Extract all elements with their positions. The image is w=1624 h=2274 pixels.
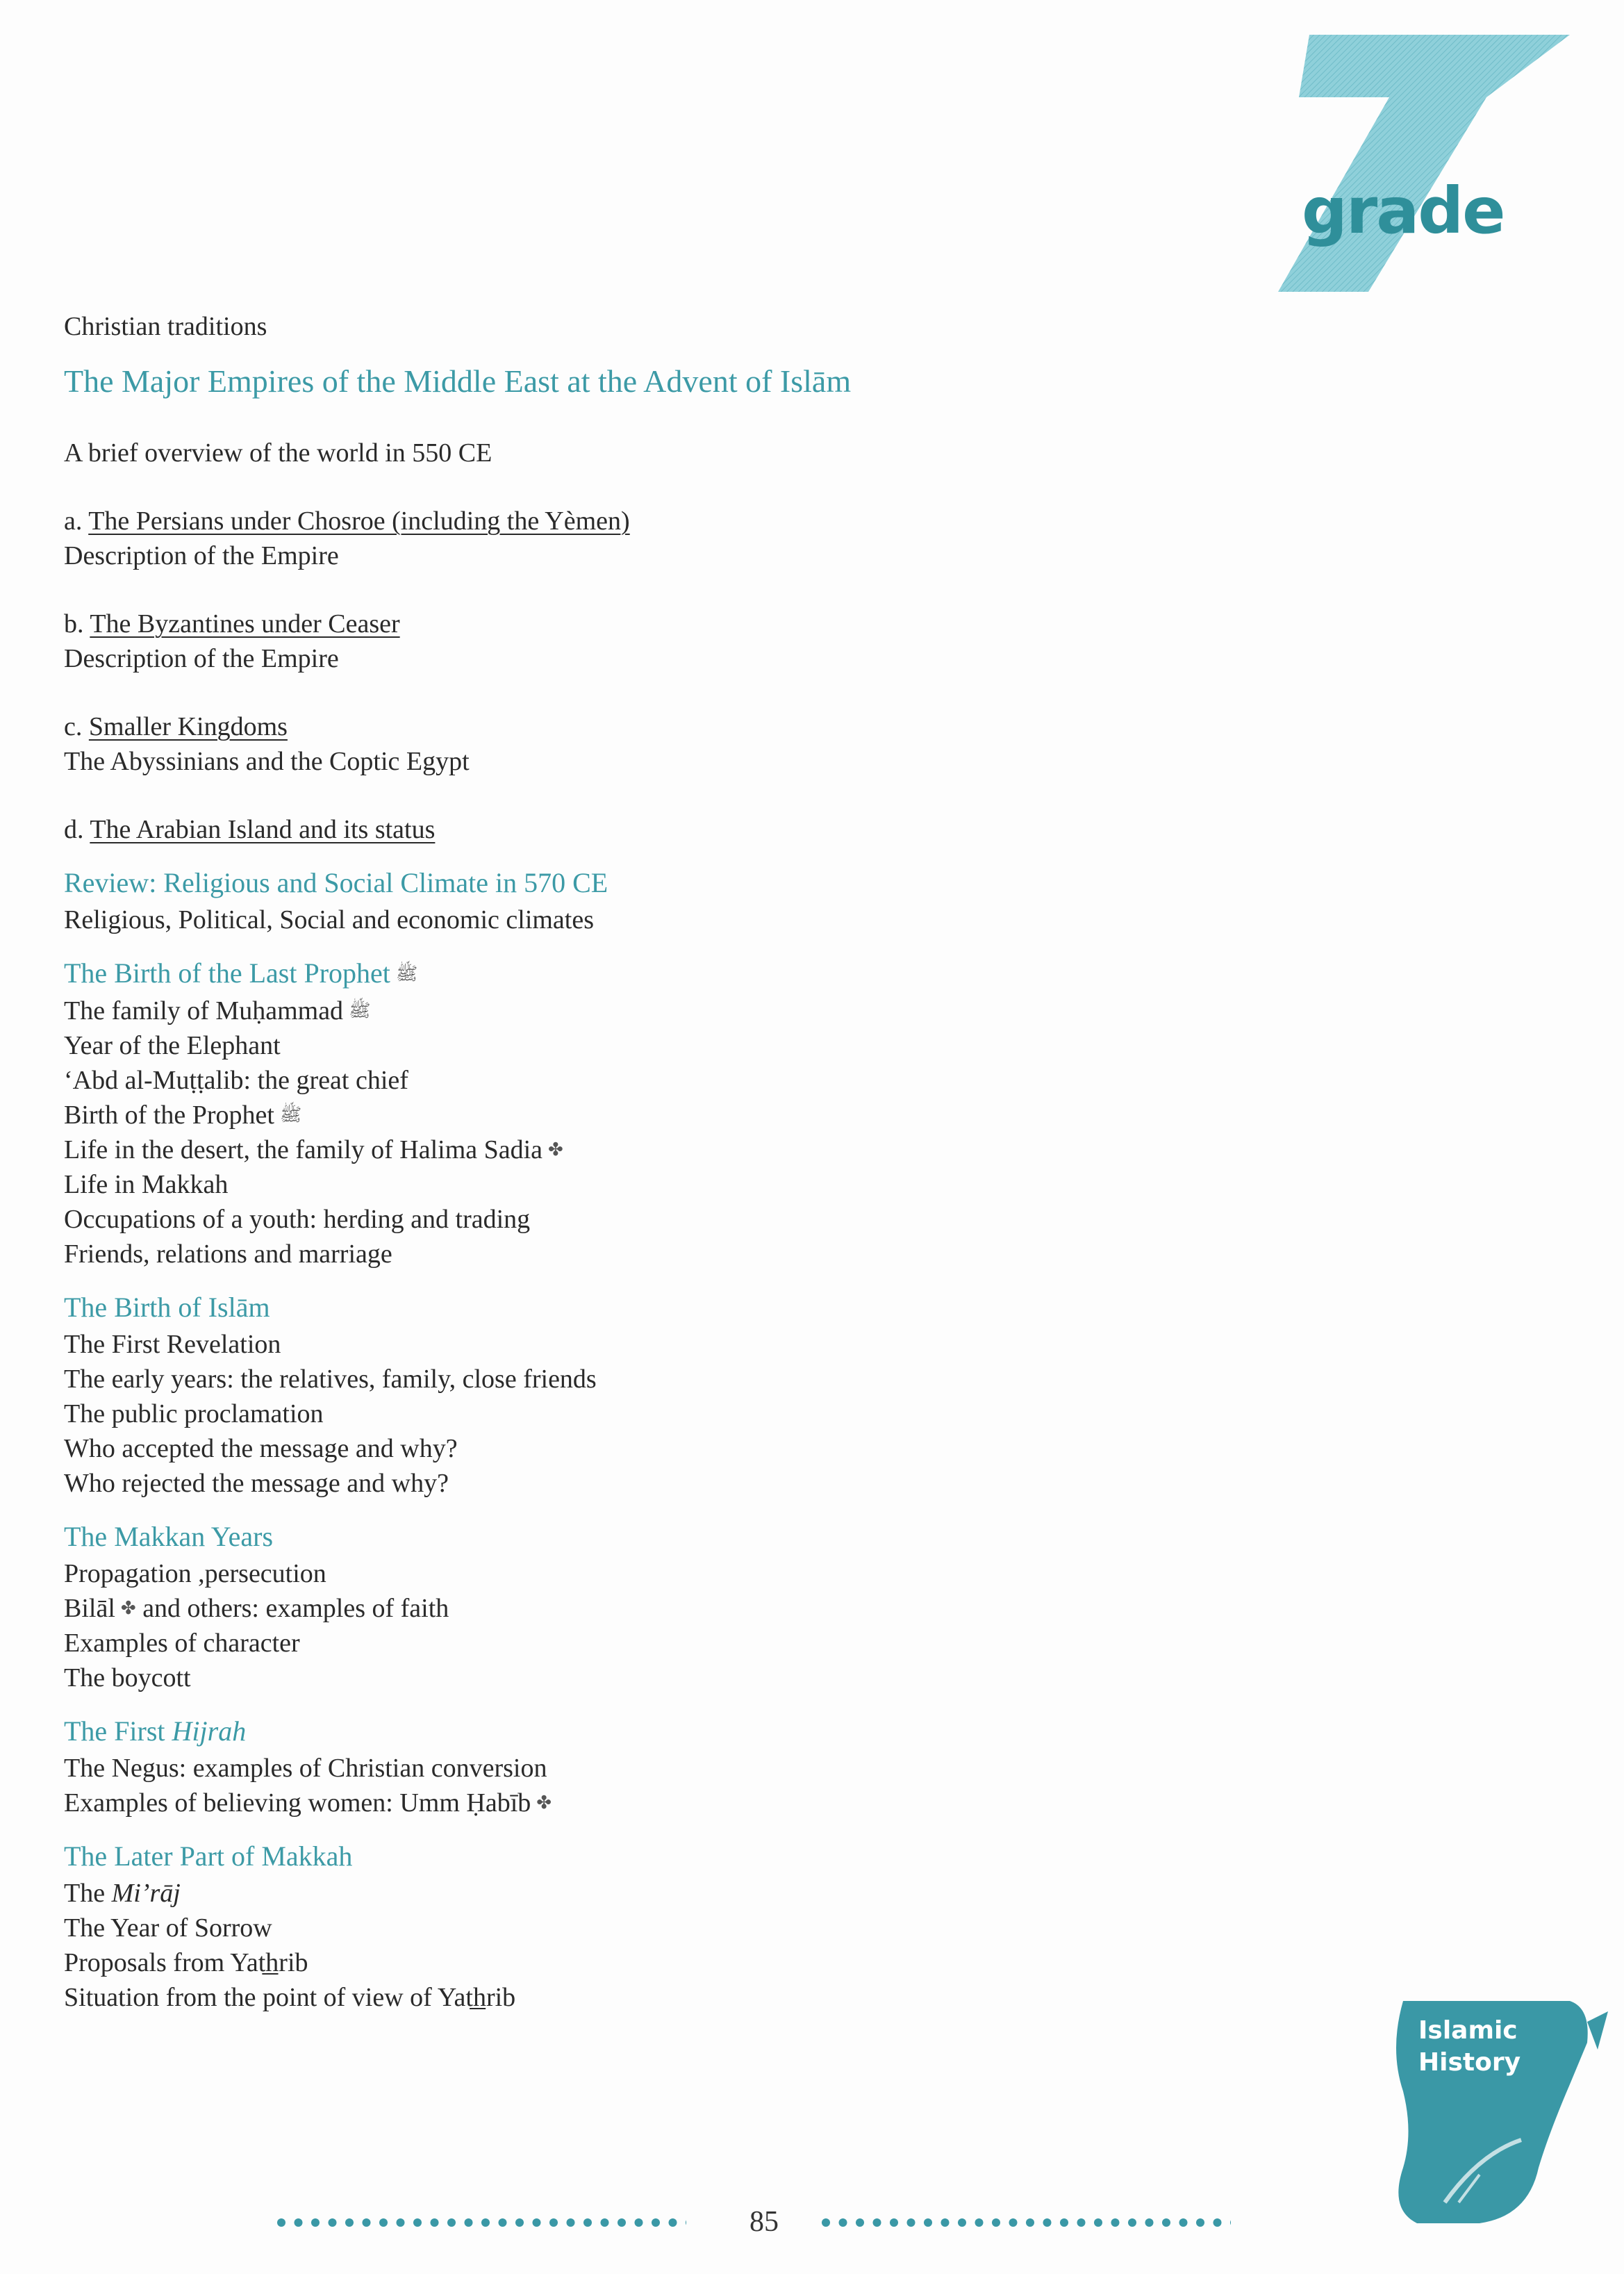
section-birth-islam — [64, 1288, 1245, 1501]
section-line: The public proclamation — [64, 1399, 324, 1428]
blessing-icon: ✤ — [536, 1793, 552, 1813]
empire-item-b — [64, 607, 1245, 676]
item-prefix: b. — [64, 609, 90, 638]
salutation-icon: ﷺ — [349, 1000, 371, 1021]
section-heading: The Birth of Islām — [64, 1292, 270, 1323]
page-number: 85 — [749, 2206, 779, 2238]
grade-label: grade — [1302, 174, 1505, 248]
grade-badge — [1278, 35, 1584, 299]
section-first-hijrah — [64, 1712, 1245, 1820]
section-line: Who accepted the message and why? — [64, 1434, 458, 1463]
section-heading: The First — [64, 1715, 172, 1747]
section-heading: The Birth of the Last Prophet — [64, 957, 390, 989]
section-line: Life in Makkah — [64, 1170, 229, 1199]
section-line: Birth of the Prophet — [64, 1101, 274, 1130]
section-line: The early years: the relatives, family, close friends — [64, 1365, 597, 1394]
salutation-icon: ﷺ — [279, 1105, 302, 1126]
overview-text: A brief overview of the world in 550 CE — [64, 438, 492, 468]
item-prefix: a. — [64, 506, 89, 536]
section-heading: Review: Religious and Social Climate in 570 CE — [64, 867, 608, 898]
history-tag-label — [1418, 2015, 1557, 2079]
item-prefix: c. — [64, 712, 89, 741]
blessing-icon: ✤ — [120, 1598, 136, 1619]
tag-line-2: History — [1418, 2048, 1521, 2077]
item-title: The Arabian Island and its status — [90, 815, 436, 844]
item-description: Description of the Empire — [64, 644, 339, 673]
empire-item-d — [64, 812, 1245, 847]
section-line: Situation from the point of view of Yat͟hrib — [64, 1983, 516, 2012]
section-review — [64, 864, 1245, 937]
section-line: Examples of believing women: Umm Ḥabīb — [64, 1788, 531, 1818]
item-title: The Persians under Chosroe (including the Yèmen) — [88, 506, 630, 536]
tag-line-1: Islamic — [1418, 2016, 1518, 2045]
section-line: The — [64, 1879, 112, 1908]
section-line: Friends, relations and marriage — [64, 1239, 392, 1269]
syllabus-content — [64, 309, 1245, 2015]
section-line: Who rejected the message and why? — [64, 1469, 449, 1498]
empire-item-a — [64, 504, 1245, 573]
item-description: The Abyssinians and the Coptic Egypt — [64, 747, 470, 776]
section-heading: The Later Part of Makkah — [64, 1840, 353, 1872]
section-later-makkah — [64, 1837, 1245, 2015]
item-description: Description of the Empire — [64, 541, 339, 570]
item-prefix: d. — [64, 815, 90, 844]
main-title: The Major Empires of the Middle East at the Advent of Islām — [64, 363, 852, 399]
section-line: Proposals from Yat͟hrib — [64, 1948, 308, 1977]
item-title: The Byzantines under Ceaser — [90, 609, 400, 638]
section-line: Religious, Political, Social and economic climates — [64, 905, 595, 934]
section-heading-italic: Hijrah — [172, 1715, 247, 1747]
blessing-icon: ✤ — [548, 1139, 563, 1160]
section-line: The Year of Sorrow — [64, 1913, 272, 1943]
salutation-icon: ﷺ — [395, 964, 418, 984]
section-line: Occupations of a youth: herding and trading — [64, 1205, 531, 1234]
intro-text: Christian traditions — [64, 312, 267, 341]
dotted-rule-right — [821, 2218, 1231, 2227]
seven-numeral-icon — [1278, 35, 1584, 299]
section-line: Life in the desert, the family of Halima Sadia — [64, 1135, 543, 1164]
page-footer — [0, 2202, 1624, 2244]
section-birth-prophet — [64, 954, 1245, 1271]
section-makkan-years — [64, 1517, 1245, 1695]
section-line: Examples of character — [64, 1629, 300, 1658]
section-line: The Negus: examples of Christian conversion — [64, 1754, 547, 1783]
section-line: The boycott — [64, 1663, 191, 1692]
empire-item-c — [64, 709, 1245, 779]
section-line: The First Revelation — [64, 1330, 281, 1359]
islamic-history-tag — [1361, 1994, 1611, 2230]
section-line: ‘Abd al-Muṭṭalib: the great chief — [64, 1066, 408, 1095]
section-line: Year of the Elephant — [64, 1031, 281, 1060]
section-line: Propagation ,persecution — [64, 1559, 326, 1588]
section-line: The family of Muḥammad — [64, 996, 344, 1025]
section-line: and others: examples of faith — [142, 1594, 449, 1623]
dotted-rule-left — [276, 2218, 686, 2227]
section-line: Bilāl — [64, 1594, 115, 1623]
item-title: Smaller Kingdoms — [88, 712, 288, 741]
section-heading: The Makkan Years — [64, 1521, 274, 1552]
section-line-italic: Mi’rāj — [111, 1879, 181, 1908]
